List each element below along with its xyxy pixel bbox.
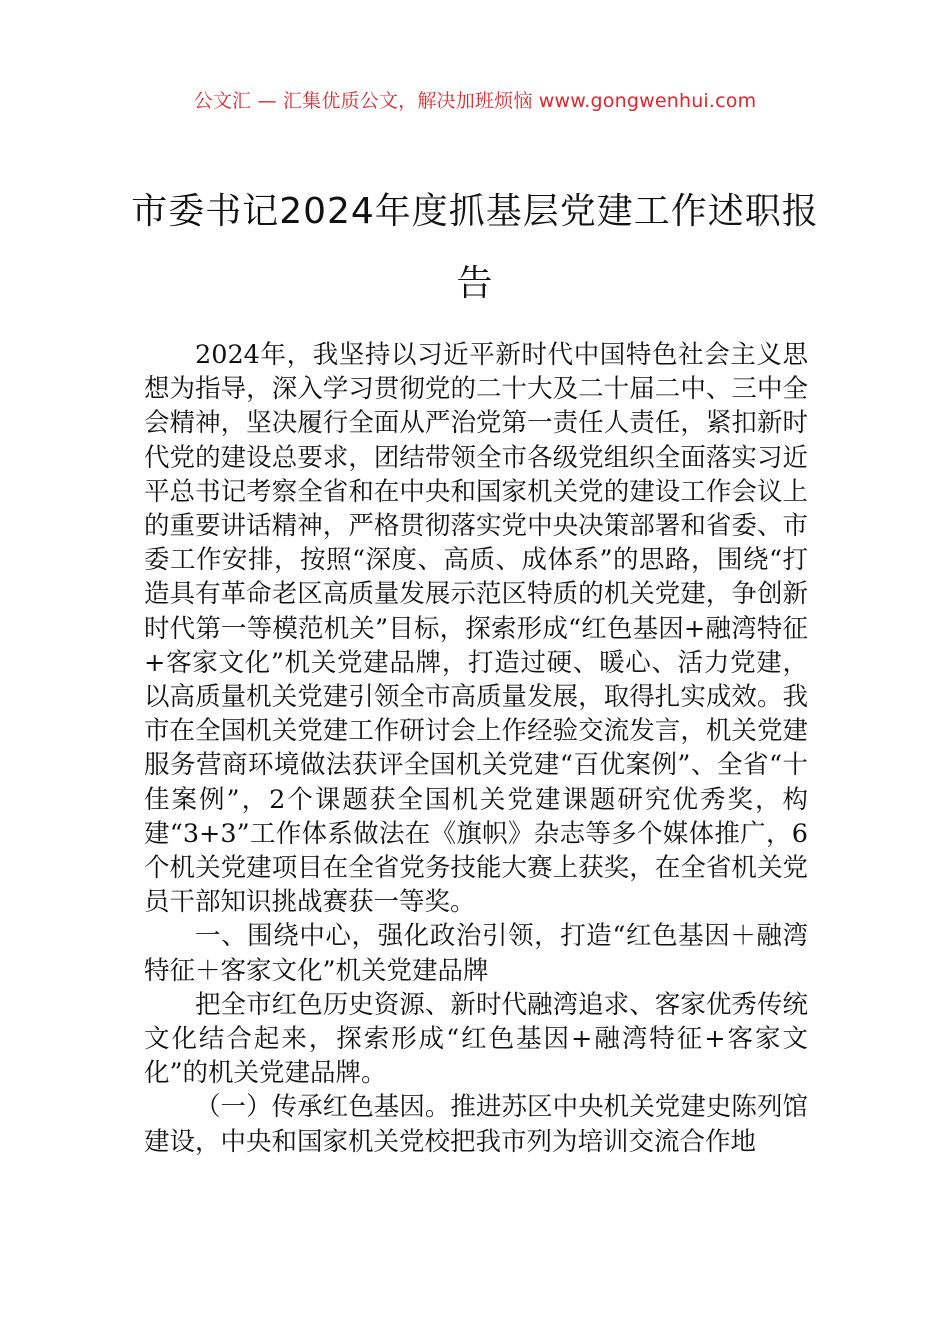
paragraph-intro: 2024年，我坚持以习近平新时代中国特色社会主义思想为指导，深入学习贯彻党的二十大及二十届二中、三中全会精神，坚决履行全面从严治党第一责任人责任，紧扣新时代党的建设总要求，团结带领全市各级党组织全面落实习近平总书记考察全省和在中央和国家机关党的建设工作会议上的重要讲话精神，严格贯彻落实党中央决策部署和省委、市委工作安排，按照“深度、高质、成体系”的思路，围绕“打造具有革命老区高质量发展示范区特质的机关党建，争创新时代第一等模范机关”目标，探索形成“红色基因+融湾特征+客家文化”机关党建品牌，打造过硬、暖心、活力党建，以高质量机关党建引领全市高质量发展，取得扎实成效。我市在全国机关党建工作研讨会上作经验交流发言，机关党建服务营商环境做法获评全国机关党建“百优案例”、全省“十佳案例”，2个课题获全国机关党建课题研究优秀奖，构建“3+3”工作体系做法在《旗帜》杂志等多个媒体推广，6个机关党建项目在全省党务技能大赛上获奖，在全省机关党员干部知识挑战赛获一等奖。 — [144, 340, 808, 918]
header-banner: 公文汇 — 汇集优质公文，解决加班烦恼 www.gongwenhui.com — [193, 90, 757, 112]
page-title: 市委书记2024年度抓基层党建工作述职报告 — [131, 191, 819, 304]
paragraph-section-1-intro: 把全市红色历史资源、新时代融湾追求、客家优秀传统文化结合起来，探索形成“红色基因+融湾特征+客家文化”的机关党建品牌。 — [144, 989, 808, 1089]
paragraph-subsection-1: （一）传承红色基因。推进苏区中央机关党建史陈列馆建设，中央和国家机关党校把我市列为培训交流合作地 — [144, 1092, 808, 1157]
document-body — [144, 338, 808, 1159]
section-heading-1: 一、围绕中心，强化政治引领，打造“红色基因＋融湾特征＋客家文化”机关党建品牌 — [144, 921, 808, 986]
